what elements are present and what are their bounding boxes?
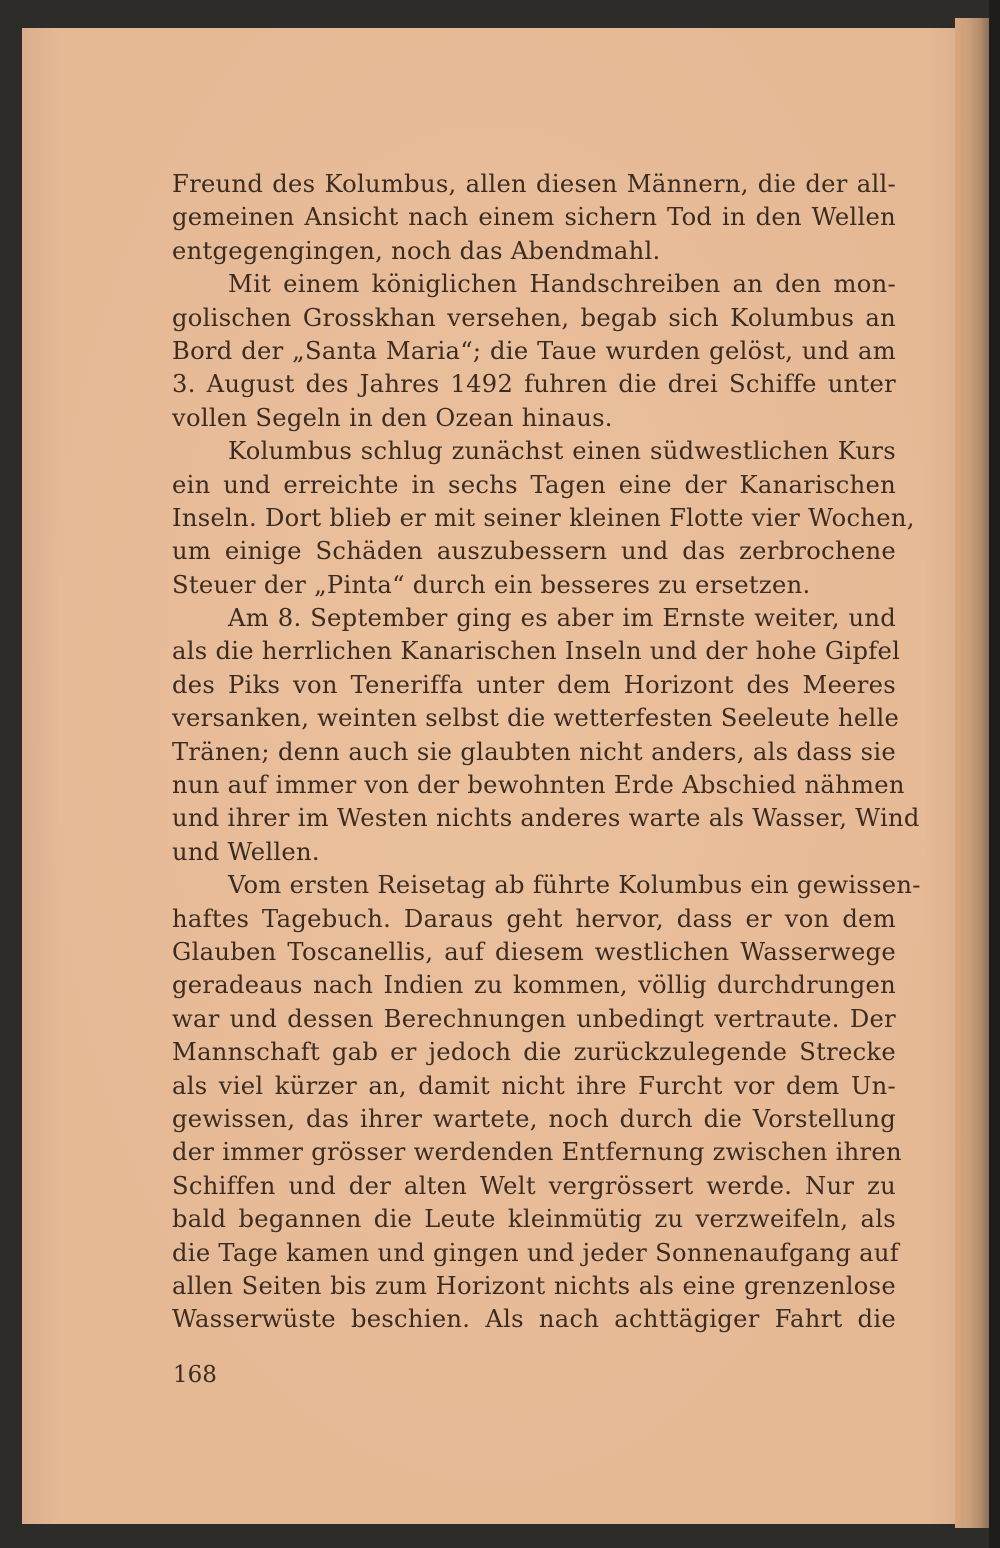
text-line: Steuer der „Pinta“ durch ein besseres zu ersetzen. (172, 570, 811, 599)
text-line: Schiffen und der alten Welt vergrössert werde. Nur zu (172, 1171, 896, 1200)
text-line: Kolumbus schlug zunächst einen südwestlichen Kurs (228, 437, 896, 466)
text-line: haftes Tagebuch. Daraus geht hervor, dass er von dem (172, 904, 896, 933)
text-line: ein und erreichte in sechs Tagen eine der Kanarischen (172, 470, 896, 499)
text-line: Tränen; denn auch sie glaubten nicht anders, als dass sie (172, 737, 896, 766)
text-line: golischen Grosskhan versehen, begab sich Kolumbus an (172, 303, 896, 332)
text-line: Mannschaft gab er jedoch die zurückzulegende Strecke (172, 1038, 896, 1067)
text-line: Inseln. Dort blieb er mit seiner kleinen Flotte vier Wochen, (172, 503, 915, 532)
text-line: als viel kürzer an, damit nicht ihre Furcht vor dem Un- (172, 1071, 896, 1100)
text-line: allen Seiten bis zum Horizont nichts als eine grenzenlose (172, 1271, 896, 1300)
text-line: versanken, weinten selbst die wetterfesten Seeleute helle (172, 704, 900, 733)
text-line: Glauben Toscanellis, auf diesem westlichen Wasserwege (172, 937, 896, 966)
text-line: und ihrer im Westen nichts anderes warte als Wasser, Wind (172, 804, 920, 833)
text-line: bald begannen die Leute kleinmütig zu verzweifeln, als (172, 1205, 896, 1234)
text-line: Wasserwüste beschien. Als nach achttägiger Fahrt die (172, 1305, 896, 1334)
text-line: vollen Segeln in den Ozean hinaus. (172, 403, 613, 432)
book-cover-edge (989, 0, 1000, 1548)
text-line: entgegengingen, noch das Abendmahl. (172, 236, 661, 265)
text-line: Am 8. September ging es aber im Ernste weiter, und (228, 604, 896, 633)
text-line: 3. August des Jahres 1492 fuhren die drei Schiffe unter (172, 370, 896, 399)
text-line: Vom ersten Reisetag ab führte Kolumbus ein gewissen- (228, 871, 921, 900)
text-line: gewissen, das ihrer wartete, noch durch die Vorstellung (172, 1104, 896, 1133)
page-number: 168 (173, 1362, 217, 1388)
text-line: Bord der „Santa Maria“; die Taue wurden gelöst, und am (172, 336, 896, 365)
text-line: Mit einem königlichen Handschreiben an den mon- (228, 270, 896, 299)
text-line: die Tage kamen und gingen und jeder Sonnenaufgang auf (172, 1238, 899, 1267)
text-line: als die herrlichen Kanarischen Inseln und der hohe Gipfel (172, 637, 901, 666)
text-line: Freund des Kolumbus, allen diesen Männern, die der all- (172, 170, 896, 198)
text-line: nun auf immer von der bewohnten Erde Abschied nähmen (172, 771, 905, 800)
text-line: geradeaus nach Indien zu kommen, völlig durchdrungen (172, 971, 896, 1000)
text-line: um einige Schäden auszubessern und das zerbrochene (172, 537, 896, 566)
page-edge-stack (955, 18, 989, 1528)
text-line: des Piks von Teneriffa unter dem Horizont des Meeres (172, 670, 896, 699)
text-line: gemeinen Ansicht nach einem sichern Tod in den Wellen (172, 203, 896, 232)
text-line: der immer grösser werdenden Entfernung zwischen ihren (172, 1138, 902, 1167)
body-text (172, 168, 921, 1337)
text-line: war und dessen Berechnungen unbedingt vertraute. Der (172, 1004, 896, 1033)
text-line: und Wellen. (172, 837, 320, 866)
